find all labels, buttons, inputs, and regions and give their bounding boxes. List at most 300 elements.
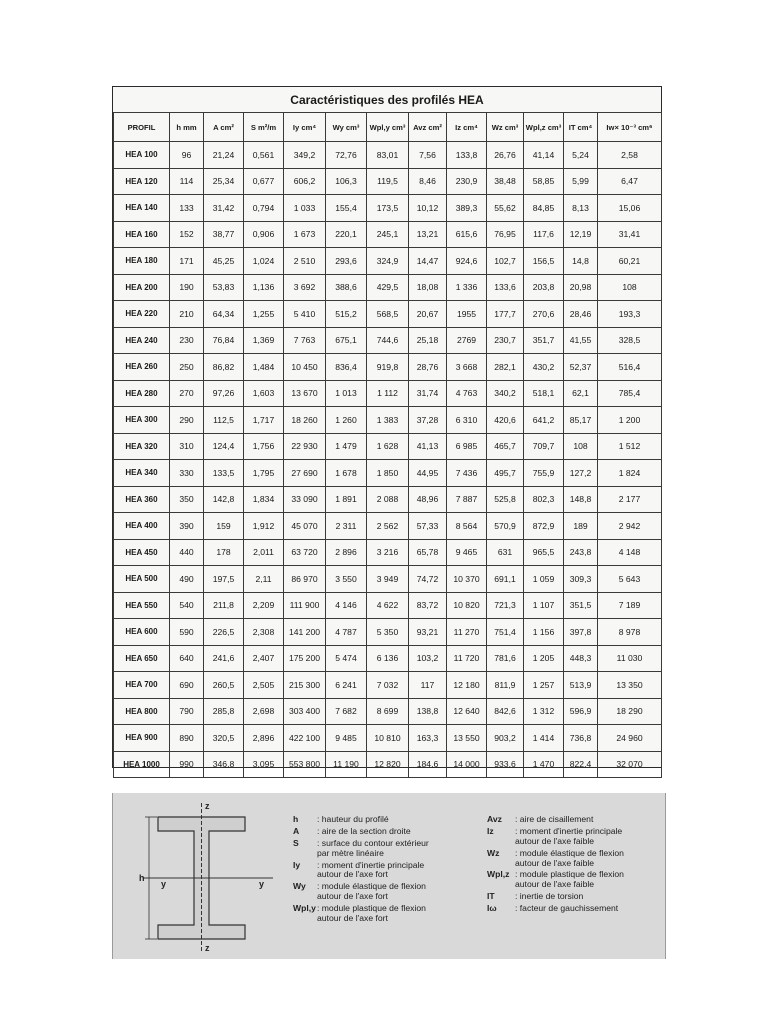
profile-name-cell: HEA 500: [114, 566, 170, 593]
table-cell: 518,1: [524, 380, 564, 407]
table-cell: 62,1: [564, 380, 598, 407]
table-cell: 1 824: [598, 460, 662, 487]
table-cell: 112,5: [204, 407, 244, 434]
table-cell: 924,6: [447, 248, 487, 275]
legend-item: [487, 904, 663, 914]
legend-description: : module plastique de flexion autour de l'axe faible: [515, 869, 624, 890]
table-cell: 44,95: [409, 460, 447, 487]
table-cell: 495,7: [487, 460, 524, 487]
table-cell: 4 148: [598, 539, 662, 566]
table-cell: 20,98: [564, 274, 598, 301]
table-cell: 872,9: [524, 513, 564, 540]
table-cell: 48,96: [409, 486, 447, 513]
legend-description: : surface du contour extérieur par mètre linéaire: [317, 837, 429, 858]
legend-symbol: Wpl,z: [487, 869, 510, 880]
table-cell: 189: [564, 513, 598, 540]
table-cell: 1 156: [524, 619, 564, 646]
legend-left-column: [293, 815, 483, 926]
table-cell: 24 960: [598, 725, 662, 752]
table-cell: 12 640: [447, 698, 487, 725]
table-cell: 755,9: [524, 460, 564, 487]
table-cell: 736,8: [564, 725, 598, 752]
table-cell: 3 692: [284, 274, 326, 301]
table-cell: 14 000: [447, 751, 487, 778]
column-header: Wpl,y cm³: [367, 113, 409, 142]
table-cell: 133,5: [204, 460, 244, 487]
profile-name-cell: HEA 320: [114, 433, 170, 460]
table-cell: 14,47: [409, 248, 447, 275]
table-cell: 96: [170, 142, 204, 169]
profile-name-cell: HEA 800: [114, 698, 170, 725]
table-cell: 108: [598, 274, 662, 301]
table-cell: 285,8: [204, 698, 244, 725]
table-cell: 13,21: [409, 221, 447, 248]
legend-symbol: Iω: [487, 903, 497, 913]
table-cell: 27 690: [284, 460, 326, 487]
table-cell: 190: [170, 274, 204, 301]
table-cell: 114: [170, 168, 204, 195]
legend-symbol: S: [293, 837, 299, 848]
profile-name-cell: HEA 600: [114, 619, 170, 646]
table-cell: 785,4: [598, 380, 662, 407]
table-cell: 6,47: [598, 168, 662, 195]
table-cell: 2 177: [598, 486, 662, 513]
table-cell: 76,95: [487, 221, 524, 248]
table-cell: 351,5: [564, 592, 598, 619]
profile-name-cell: HEA 360: [114, 486, 170, 513]
hea-properties-table: [113, 112, 662, 778]
legend-description: : aire de cisaillement: [515, 814, 594, 824]
table-cell: 6 241: [326, 672, 367, 699]
legend-description: : module plastique de flexion autour de l'axe fort: [317, 903, 426, 923]
profile-name-cell: HEA 550: [114, 592, 170, 619]
table-cell: 2,698: [244, 698, 284, 725]
table-cell: 525,8: [487, 486, 524, 513]
table-cell: 309,3: [564, 566, 598, 593]
table-cell: 45 070: [284, 513, 326, 540]
legend-item: [293, 882, 483, 902]
table-cell: 173,5: [367, 195, 409, 222]
table-cell: 210: [170, 301, 204, 328]
table-row: [114, 301, 662, 328]
table-row: [114, 380, 662, 407]
table-cell: 97,26: [204, 380, 244, 407]
table-cell: 7 887: [447, 486, 487, 513]
profile-name-cell: HEA 280: [114, 380, 170, 407]
profile-name-cell: HEA 100: [114, 142, 170, 169]
table-cell: 397,8: [564, 619, 598, 646]
legend-symbol: h: [293, 814, 299, 824]
column-header: Iz cm⁴: [447, 113, 487, 142]
profile-name-cell: HEA 450: [114, 539, 170, 566]
table-cell: 606,2: [284, 168, 326, 195]
table-cell: 2,505: [244, 672, 284, 699]
table-cell: 836,4: [326, 354, 367, 381]
table-cell: 990: [170, 751, 204, 778]
z-axis-label-bottom: z: [205, 943, 210, 953]
profile-name-cell: HEA 180: [114, 248, 170, 275]
table-cell: 540: [170, 592, 204, 619]
column-header: S m²/m: [244, 113, 284, 142]
table-cell: 32 070: [598, 751, 662, 778]
table-cell: 709,7: [524, 433, 564, 460]
table-cell: 7,56: [409, 142, 447, 169]
table-row: [114, 645, 662, 672]
table-cell: 516,4: [598, 354, 662, 381]
legend-description: : aire de la section droite: [317, 825, 411, 836]
table-cell: 152: [170, 221, 204, 248]
table-cell: 351,7: [524, 327, 564, 354]
table-cell: 1 112: [367, 380, 409, 407]
table-cell: 390: [170, 513, 204, 540]
legend-description: : module élastique de flexion autour de l'axe fort: [317, 881, 426, 902]
table-cell: 102,7: [487, 248, 524, 275]
table-row: [114, 142, 662, 169]
table-cell: 0,677: [244, 168, 284, 195]
table-cell: 215 300: [284, 672, 326, 699]
table-cell: 1,795: [244, 460, 284, 487]
table-cell: 1 107: [524, 592, 564, 619]
table-cell: 33 090: [284, 486, 326, 513]
table-cell: 13 550: [447, 725, 487, 752]
table-cell: 85,17: [564, 407, 598, 434]
profile-name-cell: HEA 140: [114, 195, 170, 222]
table-cell: 790: [170, 698, 204, 725]
table-cell: 4 763: [447, 380, 487, 407]
table-cell: 13 350: [598, 672, 662, 699]
table-cell: 513,9: [564, 672, 598, 699]
legend-symbol: A: [293, 825, 300, 836]
table-cell: 6 310: [447, 407, 487, 434]
table-cell: 8,46: [409, 168, 447, 195]
table-cell: 11 190: [326, 751, 367, 778]
table-cell: 919,8: [367, 354, 409, 381]
table-cell: 721,3: [487, 592, 524, 619]
table-cell: 83,72: [409, 592, 447, 619]
table-cell: 1 013: [326, 380, 367, 407]
table-cell: 31,42: [204, 195, 244, 222]
table-cell: 568,5: [367, 301, 409, 328]
table-cell: 641,2: [524, 407, 564, 434]
profile-name-cell: HEA 260: [114, 354, 170, 381]
y-axis-label-right: y: [259, 879, 265, 889]
table-cell: 1,834: [244, 486, 284, 513]
table-cell: 1 033: [284, 195, 326, 222]
table-cell: 26,76: [487, 142, 524, 169]
table-cell: 18,08: [409, 274, 447, 301]
table-cell: 38,77: [204, 221, 244, 248]
table-cell: 290: [170, 407, 204, 434]
table-cell: 119,5: [367, 168, 409, 195]
table-cell: 63 720: [284, 539, 326, 566]
profile-name-cell: HEA 900: [114, 725, 170, 752]
table-cell: 303 400: [284, 698, 326, 725]
table-cell: 184,6: [409, 751, 447, 778]
table-cell: 1,756: [244, 433, 284, 460]
legend-panel: [112, 793, 666, 959]
table-cell: 270: [170, 380, 204, 407]
table-cell: 138,8: [409, 698, 447, 725]
table-cell: 675,1: [326, 327, 367, 354]
profile-name-cell: HEA 1000: [114, 751, 170, 778]
column-header: h mm: [170, 113, 204, 142]
table-cell: 72,76: [326, 142, 367, 169]
table-cell: 1 200: [598, 407, 662, 434]
table-row: [114, 327, 662, 354]
legend-symbol: Avz: [487, 814, 502, 824]
table-row: [114, 566, 662, 593]
table-cell: 3 216: [367, 539, 409, 566]
legend-item: [487, 892, 663, 902]
table-cell: 127,2: [564, 460, 598, 487]
table-cell: 37,28: [409, 407, 447, 434]
table-cell: 178: [204, 539, 244, 566]
table-cell: 1 414: [524, 725, 564, 752]
table-cell: 211,8: [204, 592, 244, 619]
table-cell: 12 820: [367, 751, 409, 778]
table-cell: 1955: [447, 301, 487, 328]
table-cell: 350: [170, 486, 204, 513]
table-cell: 270,6: [524, 301, 564, 328]
table-cell: 4 146: [326, 592, 367, 619]
table-cell: 690: [170, 672, 204, 699]
table-cell: 14,8: [564, 248, 598, 275]
table-cell: 0,794: [244, 195, 284, 222]
table-cell: 133,6: [487, 274, 524, 301]
table-cell: 2 510: [284, 248, 326, 275]
table-cell: 1 257: [524, 672, 564, 699]
table-cell: 890: [170, 725, 204, 752]
table-cell: 515,2: [326, 301, 367, 328]
legend-symbol: Wz: [487, 847, 500, 858]
column-header: Avz cm²: [409, 113, 447, 142]
table-cell: 328,5: [598, 327, 662, 354]
legend-symbol: Iy: [293, 859, 301, 870]
table-cell: 58,85: [524, 168, 564, 195]
table-cell: 57,33: [409, 513, 447, 540]
column-header: Iy cm⁴: [284, 113, 326, 142]
legend-item: [487, 870, 663, 890]
table-cell: 1 850: [367, 460, 409, 487]
table-cell: 2 942: [598, 513, 662, 540]
table-cell: 842,6: [487, 698, 524, 725]
z-axis-label-top: z: [205, 801, 210, 811]
table-cell: 448,3: [564, 645, 598, 672]
table-cell: 2,308: [244, 619, 284, 646]
table-cell: 10 810: [367, 725, 409, 752]
table-cell: 1 205: [524, 645, 564, 672]
table-cell: 203,8: [524, 274, 564, 301]
table-cell: 751,4: [487, 619, 524, 646]
table-cell: 2,58: [598, 142, 662, 169]
table-cell: 197,5: [204, 566, 244, 593]
column-header: Wz cm³: [487, 113, 524, 142]
table-cell: 108: [564, 433, 598, 460]
h-dimension-label: h: [139, 873, 145, 883]
table-cell: 0,561: [244, 142, 284, 169]
table-cell: 802,3: [524, 486, 564, 513]
table-row: [114, 486, 662, 513]
table-cell: 2,209: [244, 592, 284, 619]
table-cell: 389,3: [447, 195, 487, 222]
profile-name-cell: HEA 240: [114, 327, 170, 354]
table-row: [114, 725, 662, 752]
table-cell: 193,3: [598, 301, 662, 328]
table-cell: 155,4: [326, 195, 367, 222]
table-cell: 142,8: [204, 486, 244, 513]
profile-name-cell: HEA 120: [114, 168, 170, 195]
table-cell: 83,01: [367, 142, 409, 169]
legend-description: : hauteur du profilé: [317, 814, 389, 824]
table-cell: 226,5: [204, 619, 244, 646]
profile-name-cell: HEA 700: [114, 672, 170, 699]
table-header-row: [114, 113, 662, 142]
table-cell: 440: [170, 539, 204, 566]
table-cell: 74,72: [409, 566, 447, 593]
table-cell: 106,3: [326, 168, 367, 195]
table-cell: 3,095: [244, 751, 284, 778]
table-cell: 6 136: [367, 645, 409, 672]
legend-description: : module élastique de flexion autour de l'axe faible: [515, 847, 624, 868]
table-cell: 20,67: [409, 301, 447, 328]
table-row: [114, 592, 662, 619]
legend-item: [293, 839, 483, 859]
table-cell: 22 930: [284, 433, 326, 460]
table-cell: 11 720: [447, 645, 487, 672]
table-row: [114, 221, 662, 248]
table-cell: 55,62: [487, 195, 524, 222]
table-cell: 31,74: [409, 380, 447, 407]
table-cell: 21,24: [204, 142, 244, 169]
table-cell: 7 032: [367, 672, 409, 699]
table-cell: 2,896: [244, 725, 284, 752]
table-cell: 25,18: [409, 327, 447, 354]
table-cell: 1 678: [326, 460, 367, 487]
table-cell: 10,12: [409, 195, 447, 222]
table-cell: 4 622: [367, 592, 409, 619]
table-cell: 230: [170, 327, 204, 354]
column-header: IT cm⁴: [564, 113, 598, 142]
table-row: [114, 433, 662, 460]
table-cell: 310: [170, 433, 204, 460]
table-cell: 133: [170, 195, 204, 222]
table-cell: 7 682: [326, 698, 367, 725]
table-cell: 490: [170, 566, 204, 593]
table-row: [114, 168, 662, 195]
table-cell: 11 270: [447, 619, 487, 646]
table-cell: 2 896: [326, 539, 367, 566]
table-cell: 5,24: [564, 142, 598, 169]
table-cell: 65,78: [409, 539, 447, 566]
table-row: [114, 460, 662, 487]
table-cell: 18 260: [284, 407, 326, 434]
table-cell: 1 628: [367, 433, 409, 460]
table-cell: 1 479: [326, 433, 367, 460]
hea-properties-sheet: [112, 86, 662, 768]
table-cell: 230,7: [487, 327, 524, 354]
table-cell: 177,7: [487, 301, 524, 328]
table-cell: 117,6: [524, 221, 564, 248]
table-cell: 1,912: [244, 513, 284, 540]
table-row: [114, 672, 662, 699]
table-cell: 1 383: [367, 407, 409, 434]
table-row: [114, 619, 662, 646]
table-cell: 8 978: [598, 619, 662, 646]
table-cell: 465,7: [487, 433, 524, 460]
table-cell: 148,8: [564, 486, 598, 513]
table-cell: 220,1: [326, 221, 367, 248]
table-cell: 811,9: [487, 672, 524, 699]
table-cell: 422 100: [284, 725, 326, 752]
table-cell: 133,8: [447, 142, 487, 169]
table-cell: 41,13: [409, 433, 447, 460]
table-cell: 175 200: [284, 645, 326, 672]
profile-name-cell: HEA 220: [114, 301, 170, 328]
legend-item: [293, 904, 483, 924]
table-cell: 10 820: [447, 592, 487, 619]
column-header: Wpl,z cm³: [524, 113, 564, 142]
table-cell: 615,6: [447, 221, 487, 248]
table-cell: 52,37: [564, 354, 598, 381]
table-cell: 7 189: [598, 592, 662, 619]
table-cell: 1,717: [244, 407, 284, 434]
table-cell: 31,41: [598, 221, 662, 248]
table-cell: 340,2: [487, 380, 524, 407]
table-cell: 781,6: [487, 645, 524, 672]
table-cell: 15,06: [598, 195, 662, 222]
table-cell: 640: [170, 645, 204, 672]
table-cell: 8,13: [564, 195, 598, 222]
table-cell: 1,255: [244, 301, 284, 328]
table-cell: 2 088: [367, 486, 409, 513]
legend-description: : moment d'inertie principale autour de l'axe fort: [317, 859, 425, 880]
table-cell: 293,6: [326, 248, 367, 275]
table-cell: 1 891: [326, 486, 367, 513]
column-header: Iw× 10⁻³ cm⁶: [598, 113, 662, 142]
table-cell: 3 668: [447, 354, 487, 381]
table-cell: 691,1: [487, 566, 524, 593]
table-cell: 241,6: [204, 645, 244, 672]
legend-item: [293, 815, 483, 825]
profile-name-cell: HEA 650: [114, 645, 170, 672]
table-cell: 822,4: [564, 751, 598, 778]
table-cell: 388,6: [326, 274, 367, 301]
table-cell: 1,603: [244, 380, 284, 407]
table-row: [114, 407, 662, 434]
table-cell: 86 970: [284, 566, 326, 593]
table-cell: 1 059: [524, 566, 564, 593]
legend-item: [487, 815, 663, 825]
table-cell: 1,136: [244, 274, 284, 301]
table-cell: 28,46: [564, 301, 598, 328]
table-cell: 282,1: [487, 354, 524, 381]
table-cell: 38,48: [487, 168, 524, 195]
profile-name-cell: HEA 200: [114, 274, 170, 301]
table-cell: 41,55: [564, 327, 598, 354]
table-cell: 111 900: [284, 592, 326, 619]
table-cell: 1 312: [524, 698, 564, 725]
table-cell: 1 512: [598, 433, 662, 460]
table-cell: 53,83: [204, 274, 244, 301]
table-cell: 1 470: [524, 751, 564, 778]
page-title: Caractéristiques des profilés HEA: [290, 93, 484, 107]
table-cell: 9 485: [326, 725, 367, 752]
table-cell: 903,2: [487, 725, 524, 752]
column-header: Wy cm³: [326, 113, 367, 142]
table-cell: 5,99: [564, 168, 598, 195]
table-cell: 10 370: [447, 566, 487, 593]
table-cell: 420,6: [487, 407, 524, 434]
